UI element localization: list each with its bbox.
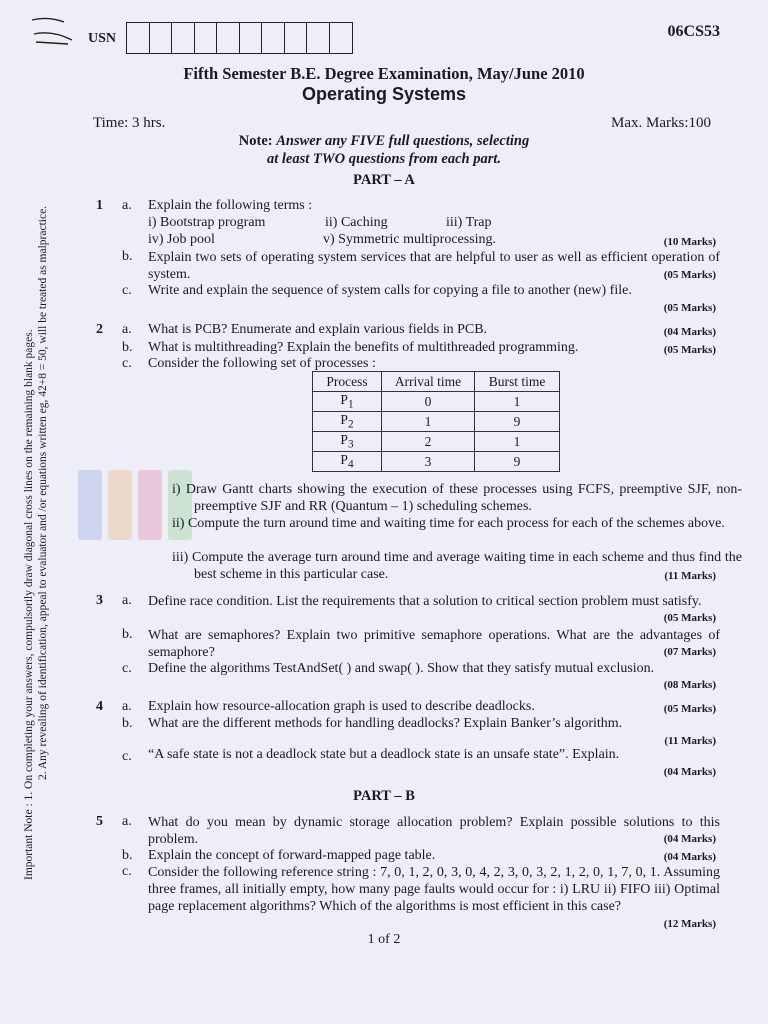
- q2a-label: a.: [122, 322, 132, 337]
- q3-number: 3: [96, 593, 103, 608]
- arrival-cell: 0: [382, 392, 475, 412]
- q1b-text: Explain two sets of operating system services that are helpful to user as well as efficient operation of system.: [148, 250, 720, 282]
- q5b-text: Explain the concept of forward-mapped page table.: [148, 848, 436, 863]
- q4c-label: c.: [122, 749, 132, 764]
- q1-number: 1: [96, 198, 103, 213]
- arrival-cell: 1: [382, 412, 475, 432]
- usn-box: [262, 23, 285, 53]
- q5c-label: c.: [122, 864, 132, 879]
- q3c-marks: (08 Marks): [663, 679, 716, 691]
- q5a-label: a.: [122, 814, 132, 829]
- process-cell: $P_1$: [313, 392, 382, 412]
- usn-box: [172, 23, 195, 53]
- q1a-term-2: ii) Caching: [325, 215, 388, 230]
- usn-box: [150, 23, 173, 53]
- usn-boxes: [126, 22, 353, 54]
- usn-box: [195, 23, 218, 53]
- q1a-label: a.: [122, 198, 132, 213]
- col-header-process: Process: [313, 372, 382, 392]
- table-row: [313, 392, 560, 412]
- q2b-text: What is multithreading? Explain the benefits of multithreaded programming.: [148, 340, 579, 355]
- note-line-2: at least TWO questions from each part.: [266, 151, 502, 167]
- q5b-label: b.: [122, 848, 133, 863]
- subject-title: Operating Systems: [301, 84, 467, 104]
- q1a-term-1: i) Bootstrap program: [148, 215, 266, 230]
- col-header-burst: Burst time: [475, 372, 560, 392]
- process-table-header-row: [313, 372, 560, 392]
- q5c-marks: (12 Marks): [663, 918, 716, 930]
- q4b-label: b.: [122, 716, 133, 731]
- q4-number: 4: [96, 699, 103, 714]
- burst-cell: 1: [475, 392, 560, 412]
- q3a-marks: (05 Marks): [663, 612, 716, 624]
- important-note-line-2: 2. Any revealing of identification, appeal to evaluator and /or equations written eg, 42+8 = 50, will be treated as malpractice.: [37, 205, 49, 780]
- q2b-label: b.: [122, 340, 133, 355]
- q5c-text: Consider the following reference string : 7, 0, 1, 2, 0, 3, 0, 4, 2, 3, 0, 3, 2, 1, 2, 0, 1, 7, 0, 1. Assuming three frames, all initially empty, how many page faults would occur for : i) LRU ii) FIFO iii) Optimal page replacement algorithms? Which of the algorithms is most efficient in this case?: [148, 865, 720, 914]
- q1a-marks: (10 Marks): [663, 236, 716, 248]
- q2c-part-iii: iii) Compute the average turn around time and average waiting time in each scheme and thus find the best scheme in this particular case.: [172, 550, 742, 582]
- burst-cell: 9: [475, 452, 560, 472]
- q1b-label: b.: [122, 249, 133, 264]
- q1a-text: Explain the following terms :: [148, 198, 313, 213]
- q1c-label: c.: [122, 283, 132, 298]
- q3b-marks: (07 Marks): [663, 646, 716, 658]
- usn-box: [240, 23, 263, 53]
- q2a-marks: (04 Marks): [663, 326, 716, 338]
- q1c-marks: (05 Marks): [663, 302, 716, 314]
- process-cell: $P_4$: [313, 452, 382, 472]
- q5a-marks: (04 Marks): [663, 833, 716, 845]
- q3b-label: b.: [122, 627, 133, 642]
- q5a-text: What do you mean by dynamic storage allocation problem? Explain possible solutions to this problem.: [148, 815, 720, 847]
- instructions-note: [0, 132, 768, 168]
- process-cell: $P_2$: [313, 412, 382, 432]
- q4a-marks: (05 Marks): [663, 703, 716, 715]
- burst-cell: 1: [475, 432, 560, 452]
- q4a-label: a.: [122, 699, 132, 714]
- arrival-cell: 3: [382, 452, 475, 472]
- usn-box: [307, 23, 330, 53]
- q4a-text: Explain how resource-allocation graph is used to describe deadlocks.: [148, 699, 535, 714]
- important-note-line-1: Important Note : 1. On completing your answers, compulsorily draw diagonal cross lines on the remaining blank pages.: [23, 329, 35, 880]
- note-line-1: Answer any FIVE full questions, selecting: [276, 133, 530, 149]
- subject-code: 06CS53: [667, 23, 720, 40]
- q4b-text: What are the different methods for handling deadlocks? Explain Banker’s algorithm.: [148, 716, 623, 731]
- table-row: [313, 452, 560, 472]
- table-row: [313, 432, 560, 452]
- q5-number: 5: [96, 814, 103, 829]
- arrival-cell: 2: [382, 432, 475, 452]
- usn-box: [330, 23, 353, 53]
- q1b-marks: (05 Marks): [663, 269, 716, 281]
- q4c-text: “A safe state is not a deadlock state but a deadlock state is an unsafe state”. Explain.: [148, 747, 620, 762]
- usn-box: [285, 23, 308, 53]
- time-allowed: Time: 3 hrs.: [93, 115, 166, 131]
- page-number: 1 of 2: [367, 932, 401, 947]
- q2c-part-ii: ii) Compute the turn around time and waiting time for each process for each of the schemes above.: [172, 516, 725, 531]
- exam-title: Fifth Semester B.E. Degree Examination, May/June 2010: [183, 64, 585, 83]
- q1c-text: Write and explain the sequence of system calls for copying a file to another (new) file.: [148, 283, 632, 298]
- process-table: [312, 371, 560, 472]
- q3a-label: a.: [122, 593, 132, 608]
- table-row: [313, 412, 560, 432]
- part-a-heading: PART – A: [353, 172, 415, 188]
- q3b-text: What are semaphores? Explain two primitive semaphore operations. What are the advantages of semaphore?: [148, 628, 720, 660]
- q2c-marks: (11 Marks): [664, 570, 716, 582]
- q3a-text: Define race condition. List the requirements that a solution to critical section problem must satisfy.: [148, 594, 702, 609]
- q5b-marks: (04 Marks): [663, 851, 716, 863]
- q4b-marks: (11 Marks): [664, 735, 716, 747]
- burst-cell: 9: [475, 412, 560, 432]
- max-marks: Max. Marks:100: [611, 115, 711, 131]
- q2c-text: Consider the following set of processes :: [148, 356, 376, 371]
- q2c-part-i: i) Draw Gantt charts showing the execution of these processes using FCFS, preemptive SJF, non-preemptive SJF and RR (Quantum – 1) scheduling schemes.: [172, 482, 742, 514]
- q2c-label: c.: [122, 356, 132, 371]
- part-b-heading: PART – B: [353, 788, 415, 804]
- q2b-marks: (05 Marks): [663, 344, 716, 356]
- col-header-arrival: Arrival time: [382, 372, 475, 392]
- q4c-marks: (04 Marks): [663, 766, 716, 778]
- usn-box: [217, 23, 240, 53]
- q1a-term-4: iv) Job pool: [148, 232, 215, 247]
- note-label: Note:: [238, 133, 273, 149]
- q1a-term-5: v) Symmetric multiprocessing.: [323, 232, 497, 247]
- pen-scribble-mark: [28, 14, 78, 48]
- usn-label: USN: [88, 31, 117, 46]
- q3c-label: c.: [122, 661, 132, 676]
- q3c-text: Define the algorithms TestAndSet( ) and swap( ). Show that they satisfy mutual exclusion.: [148, 661, 655, 676]
- process-cell: $P_3$: [313, 432, 382, 452]
- important-note-vertical: [22, 200, 50, 880]
- usn-box: [127, 23, 150, 53]
- q2-number: 2: [96, 322, 103, 337]
- q2a-text: What is PCB? Enumerate and explain various fields in PCB.: [148, 322, 488, 337]
- q1a-term-3: iii) Trap: [446, 215, 492, 230]
